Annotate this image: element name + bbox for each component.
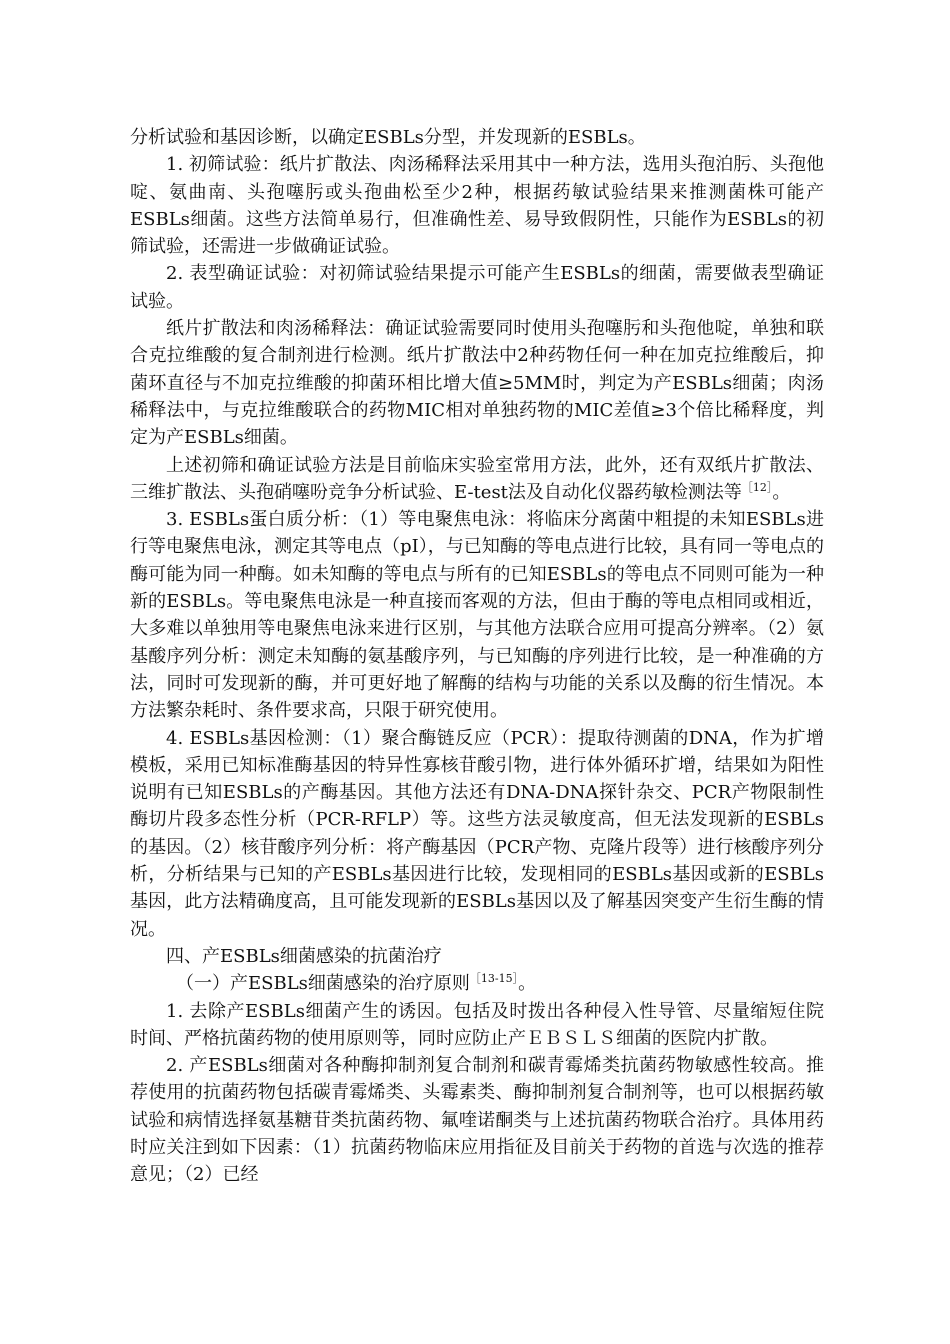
intro-paragraph: 分析试验和基因诊断，以确定ESBLs分型，并发现新的ESBLs。: [130, 127, 646, 148]
screening-test-paragraph: 1. 初筛试验：纸片扩散法、肉汤稀释法采用其中一种方法，选用头孢泊肟、头孢他啶、氨曲南、头孢噻肟或头孢曲松至少2种，根据药敏试验结果来推测菌株可能产ESBLs细菌。这些方法简单易行，但准确性差、易导致假阴性，只能作为ESBLs的初筛试验，还需进一步做确证试验。: [130, 154, 824, 258]
section-heading: 四、产ESBLs细菌感染的抗菌治疗: [166, 945, 442, 967]
principle-1-paragraph: 1. 去除产ESBLs细菌产生的诱因。包括及时拨出各种侵入性导管、尽量缩短住院时间、严格抗菌药物的使用原则等，同时应防止产ＥＢＳＬＳ细菌的医院内扩散。: [130, 1000, 824, 1049]
gene-detection-paragraph: 4. ESBLs基因检测：（1）聚合酶链反应（PCR）：提取待测菌的DNA，作为扩增模板，采用已知标准酶基因的特异性寡核苷酸引物，进行体外循环扩增，结果如为阳性说明有已知ESBLs的产酶基因。其他方法还有DNA-DNA探针杂交、PCR产物限制性酶切片段多态性分析（PCR-RFLP）等。这些方法灵敏度高，但无法发现新的ESBLs的基因。（2）核苷酸序列分析：将产酶基因（PCR产物、克隆片段等）进行核酸序列分析，分析结果与已知的产ESBLs基因进行比较，发现相同的ESBLs基因或新的ESBLs基因，此方法精确度高，且可能发现新的ESBLs基因以及了解基因突变产生衍生酶的情况。: [130, 727, 825, 940]
other-methods-paragraph: [130, 452, 824, 507]
disk-broth-method-paragraph: 纸片扩散法和肉汤稀释法：确证试验需要同时使用头孢噻肟和头孢他啶，单独和联合克拉维酸的复合制剂进行检测。纸片扩散法中2种药物任何一种在加克拉维酸后，抑菌环直径与不加克拉维酸的抑菌环相比增大值≥5MM时，判定为产ESBLs细菌；肉汤稀释法中，与克拉维酸联合的药物MIC相对单独药物的MIC差值≥3个倍比稀释度，判定为产ESBLs细菌。: [130, 318, 824, 449]
subsection-heading-end: 。: [518, 973, 537, 995]
principle-2-paragraph: 2. 产ESBLs细菌对各种酶抑制剂复合制剂和碳青霉烯类抗菌药物敏感性较高。推荐使用的抗菌药物包括碳青霉烯类、头霉素类、酶抑制剂复合制剂等，也可以根据药敏试验和病情选择氨基糖苷类抗菌药物、氟喹诺酮类与上述抗菌药物联合治疗。具体用药时应关注到如下因素：（1）抗菌药物临床应用指征及目前关于药物的首选与次选的推荐意见；（2）已经: [130, 1055, 824, 1186]
subsection-heading-text: （一）产ESBLs细菌感染的治疗原则: [176, 973, 470, 995]
other-methods-end: 。: [772, 481, 791, 503]
document-body: [130, 124, 824, 1189]
other-methods-text: 上述初筛和确证试验方法是目前临床实验室常用方法，此外，还有双纸片扩散法、三维扩散法、头孢硝噻吩竞争分析试验、E-test法及自动化仪器药敏检测法等: [130, 454, 824, 503]
phenotype-confirm-paragraph: 2. 表型确证试验：对初筛试验结果提示可能产生ESBLs的细菌，需要做表型确证试验。: [130, 263, 824, 312]
subsection-heading: [130, 970, 824, 997]
protein-analysis-paragraph: 3. ESBLs蛋白质分析：（1）等电聚焦电泳：将临床分离菌中粗提的未知ESBLs进行等电聚焦电泳，测定其等电点（pI），与已知酶的等电点进行比较，具有同一等电点的酶可能为同一种酶。如未知酶的等电点与所有的已知ESBLs的等电点不同则可能为一种新的ESBLs。等电聚焦电泳是一种直接而客观的方法，但由于酶的等电点相同或相近，大多难以单独用等电聚焦电泳来进行区别，与其他方法联合应用可提高分辨率。（2）氨基酸序列分析：测定未知酶的氨基酸序列，与已知酶的序列进行比较，是一种准确的方法，同时可发现新的酶，并可更好地了解酶的结构与功能的关系以及酶的衍生情况。本方法繁杂耗时、条件要求高，只限于研究使用。: [130, 509, 824, 722]
citation-ref: ［13-15］: [469, 972, 519, 986]
citation-ref: ［12］: [741, 480, 773, 494]
